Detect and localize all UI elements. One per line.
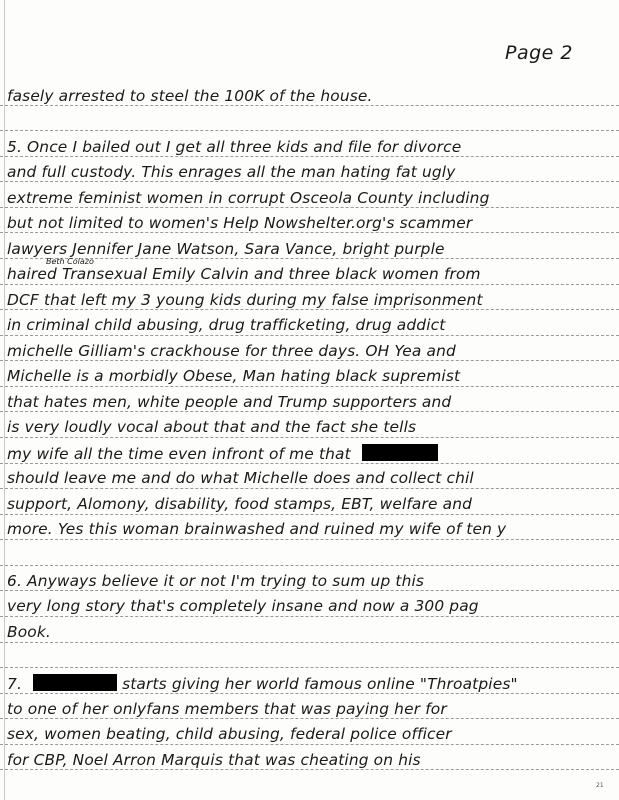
ruled-line	[0, 693, 619, 694]
page-number: Page 2	[505, 42, 573, 64]
ruled-line	[0, 642, 619, 643]
ruled-line	[0, 616, 619, 617]
redaction-box	[33, 674, 117, 691]
ruled-line	[0, 667, 619, 668]
ruled-line	[0, 232, 619, 233]
text-line: Book.	[7, 623, 51, 641]
ruled-line	[0, 744, 619, 745]
text-line: 5. Once I bailed out I get all three kids and file for divorce	[7, 138, 462, 156]
text-line: should leave me and do what Michelle does and collect chil	[7, 469, 474, 487]
text-line: is very loudly vocal about that and the fact she tells	[7, 418, 417, 436]
ruled-line	[0, 437, 619, 438]
ruled-line	[0, 207, 619, 208]
ruled-line	[0, 284, 619, 285]
text-line: sex, women beating, child abusing, federal police officer	[7, 725, 452, 743]
ruled-line	[0, 360, 619, 361]
ruled-line	[0, 488, 619, 489]
text-line: Michelle is a morbidly Obese, Man hating black supremist	[7, 367, 461, 385]
ruled-line	[0, 539, 619, 540]
text-line: for CBP, Noel Arron Marquis that was cheating on his	[7, 751, 421, 769]
ruled-line	[0, 156, 619, 157]
text-line: DCF that left my 3 young kids during my false imprisonment	[7, 291, 483, 309]
text-line: to one of her onlyfans members that was paying her for	[7, 700, 447, 718]
text-line: and full custody. This enrages all the man hating fat ugly	[7, 163, 456, 181]
ruled-line	[0, 769, 619, 770]
text-line: but not limited to women's Help Nowshelter.org's scammer	[7, 214, 473, 232]
text-line: more. Yes this woman brainwashed and ruined my wife of ten y	[7, 520, 507, 538]
footer-mark: 21	[596, 782, 604, 789]
text-line: support, Alomony, disability, food stamps, EBT, welfare and	[7, 495, 473, 513]
ruled-line	[0, 514, 619, 515]
ruled-line	[0, 105, 619, 106]
insertion-note: Beth Colazo	[46, 257, 94, 266]
ruled-line	[0, 386, 619, 387]
ruled-line	[0, 463, 619, 464]
text-line: michelle Gilliam's crackhouse for three days. OH Yea and	[7, 342, 456, 360]
text-line: very long story that's completely insane and now a 300 pag	[7, 597, 479, 615]
ruled-line	[0, 181, 619, 182]
text-line: haired Transexual Emily Calvin and three black women from	[7, 265, 481, 283]
ruled-line	[0, 335, 619, 336]
text-line: my wife all the time even infront of me that	[7, 444, 613, 463]
text-line: lawyers Jennifer Jane Watson, Sara Vance, bright purple	[7, 240, 445, 258]
text-line: fasely arrested to steel the 100K of the house.	[7, 87, 373, 105]
text-line: 6. Anyways believe it or not I'm trying to sum up this	[7, 572, 425, 590]
text-line: 7. starts giving her world famous online "Throatpies"	[7, 675, 518, 693]
ruled-line	[0, 565, 619, 566]
ruled-line	[0, 130, 619, 131]
ruled-line	[0, 309, 619, 310]
text-line: extreme feminist women in corrupt Osceola County including	[7, 189, 490, 207]
text-line: in criminal child abusing, drug trafficketing, drug addict	[7, 316, 446, 334]
margin-line	[4, 0, 5, 800]
text-line: that hates men, white people and Trump supporters and	[7, 393, 452, 411]
ruled-line	[0, 411, 619, 412]
ruled-line	[0, 590, 619, 591]
ruled-line	[0, 718, 619, 719]
redaction-box	[362, 444, 438, 461]
